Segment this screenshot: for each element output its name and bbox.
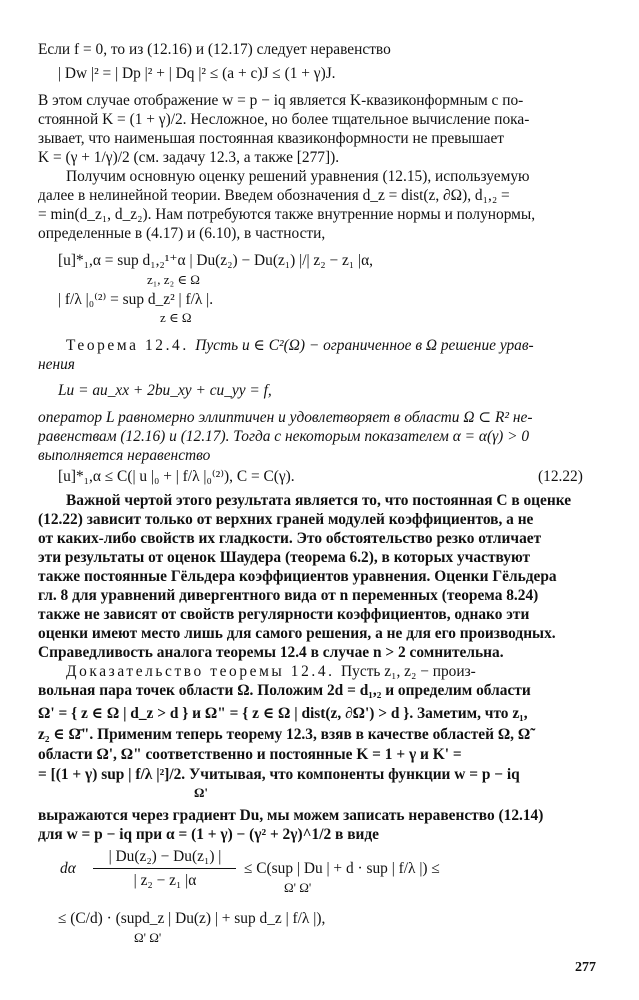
line-09: = min(d_z₁, d_z₂). Нам потребуются также внутренние нормы и полунормы,: [38, 206, 536, 223]
equation-lu: Lu = au_xx + 2bu_xy + cu_yy = f,: [58, 382, 272, 399]
line-38: для w = p − iq при α = (1 + γ) − (γ² + 2γ)^1/2 в виде: [38, 826, 379, 843]
fraction-rhs: ≤ C(sup | Du | + d · sup | f/λ |) ≤: [244, 860, 440, 877]
line-32: вольная пара точек области Ω. Положим 2d = d₁,₂ и определим области: [38, 682, 531, 699]
line-08: далее в нелинейной теории. Введем обозначения d_z = dist(z, ∂Ω), d₁,₂ =: [38, 187, 510, 204]
page-number: 277: [575, 960, 596, 975]
equation-seminorm: [u]*₁,α = sup d₁,₂¹⁺α | Du(z₂) − Du(z₁) |/| z₂ − z₁ |α,: [58, 252, 374, 269]
line-23: (12.22) зависит только от верхних граней модулей коэффициентов, а не: [38, 511, 534, 528]
fraction-denominator: | z₂ − z₁ |α: [133, 872, 197, 889]
theorem-line-3: оператор L равномерно эллиптичен и удовлетворяет в области Ω ⊂ R² не-: [38, 409, 533, 426]
theorem-line-4: равенствам (12.16) и (12.17). Тогда с некоторым показателем α = α(γ) > 0: [38, 428, 530, 445]
theorem-text: Пусть u ∈ C²(Ω) − ограниченное в Ω решение урав-: [195, 337, 534, 354]
equation-last-sub: Ω' Ω': [134, 930, 162, 945]
line-03: В этом случае отображение w = p − iq является K-квазиконформным с по-: [38, 92, 524, 109]
theorem-line-2: нения: [38, 356, 75, 373]
line-37: выражаются через градиент Du, мы можем записать неравенство (12.14): [38, 807, 544, 824]
theorem-label: Теорема 12.4.: [66, 337, 196, 354]
equation-last: ≤ (C/d) · (supd_z | Du(z) | + sup d_z | f/λ |),: [58, 910, 326, 927]
equation-12-22: [u]*₁,α ≤ C(| u |₀ + | f/λ |₀⁽²⁾), C = C(γ).: [58, 468, 295, 485]
proof-line-1: [66, 663, 476, 681]
line-33: Ω' = { z ∈ Ω | d_z > d } и Ω" = { z ∈ Ω | dist(z, ∂Ω') > d }. Заметим, что z₁,: [38, 705, 528, 722]
line-22: Важной чертой этого результата является то, что постоянная C в оценке: [66, 492, 572, 509]
equation-dw: | Dw |² = | Dp |² + | Dq |² ≤ (a + c)J ≤ (1 + γ)J.: [58, 65, 336, 82]
fraction-numerator: | Du(z₂) − Du(z₁) |: [108, 848, 222, 865]
equation-norm: | f/λ |₀⁽²⁾ = sup d_z² | f/λ |.: [58, 291, 214, 308]
fraction-rhs-sub: Ω' Ω': [284, 880, 312, 895]
theorem-line-5: выполняется неравенство: [38, 447, 211, 464]
theorem-line-1: [66, 337, 534, 355]
line-06: K = (γ + 1/γ)/2 (см. задачу 12.3, а также [277]).: [38, 149, 340, 166]
line-27: гл. 8 для уравнений дивергентного вида от n переменных (теорема 8.24): [38, 587, 539, 604]
equation-norm-sub: z ∈ Ω: [160, 310, 192, 325]
line-05: зывает, что наименьшая постоянная квазиконформности не превышает: [38, 130, 505, 147]
equation-seminorm-sub: z₁, z₂ ∈ Ω: [147, 272, 200, 287]
line-36-sub: Ω': [194, 785, 209, 800]
line-35: области Ω', Ω" соответственно и постоянные K = 1 + γ и K' =: [38, 746, 462, 763]
line-34: z₂ ∈ Ω̄". Применим теперь теорему 12.3, взяв в качестве областей Ω, Ω̃: [38, 726, 531, 743]
proof-label: Доказательство теоремы 12.4.: [66, 663, 342, 680]
line-36: = [(1 + γ) sup | f/λ |²]/2. Учитывая, что компоненты функции w = p − iq: [38, 766, 520, 783]
equation-number: (12.22): [538, 468, 583, 485]
line-24: от каких-либо свойств их гладкости. Это обстоятельство резко отличает: [38, 530, 542, 547]
line-29: оценки имеют место лишь для самого решения, а не для его производных.: [38, 625, 556, 642]
line-07: Получим основную оценку решений уравнения (12.15), используемую: [66, 168, 530, 185]
line-04: стоянной K = (1 + γ)/2. Несложное, но более тщательное вычисление пока-: [38, 111, 530, 128]
line-28: также не зависят от свойств регулярности коэффициентов, однако эти: [38, 606, 530, 623]
proof-text: Пусть z₁, z₂ − произ-: [341, 663, 476, 680]
line-10: определенные в (4.17) и (6.10), в частности,: [38, 225, 326, 242]
line-25: эти результаты от оценок Шаудера (теорема 6.2), в которых участвуют: [38, 549, 531, 566]
line-01: Если f = 0, то из (12.16) и (12.17) следует неравенство: [38, 41, 391, 58]
line-30: Справедливость аналога теоремы 12.4 в случае n > 2 сомнительна.: [38, 644, 504, 661]
fraction-prefix: dα: [60, 860, 76, 877]
fraction-bar: [93, 868, 236, 869]
line-26: также постоянные Гёльдера коэффициентов уравнения. Оценки Гёльдера: [38, 568, 557, 585]
